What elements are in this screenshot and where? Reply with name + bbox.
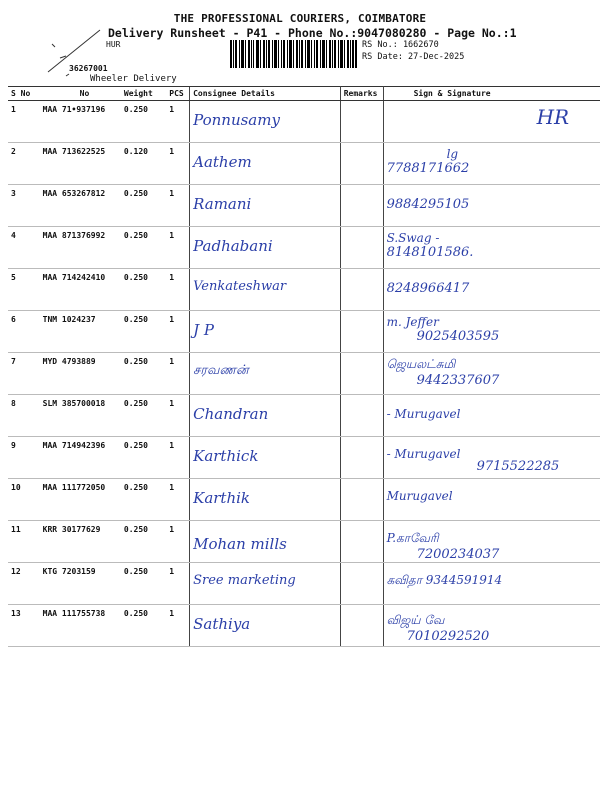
- cell-signature: [383, 311, 600, 353]
- cell-awb: MAA 653267812: [40, 185, 121, 227]
- cell-sno: 2: [8, 143, 40, 185]
- cell-consignee: [190, 185, 341, 227]
- signature-line1: ஜெயலட்சுமி: [386, 357, 456, 371]
- cell-weight: 0.250: [121, 101, 166, 143]
- cell-signature: [383, 437, 600, 479]
- consignee-handwriting: Karthik: [193, 489, 251, 507]
- cell-weight: 0.250: [121, 269, 166, 311]
- table-row: [8, 605, 600, 647]
- cell-signature: [383, 521, 600, 563]
- cell-weight: 0.250: [121, 311, 166, 353]
- cell-remarks: [340, 605, 383, 647]
- cell-weight: 0.250: [121, 353, 166, 395]
- consignee-handwriting: J P: [193, 321, 214, 339]
- cell-sno: 11: [8, 521, 40, 563]
- cell-sno: 5: [8, 269, 40, 311]
- consignee-handwriting: Sathiya: [193, 615, 251, 633]
- cell-pcs: 1: [166, 101, 189, 143]
- table-row: [8, 227, 600, 269]
- signature-line2: 9884295105: [386, 197, 470, 212]
- rs-number: RS No.: 1662670: [362, 40, 439, 50]
- cell-sno: 9: [8, 437, 40, 479]
- cell-awb: KRR 30177629: [40, 521, 121, 563]
- consignee-handwriting: Ramani: [193, 195, 252, 213]
- cell-awb: MAA 111772050: [40, 479, 121, 521]
- cell-remarks: [340, 101, 383, 143]
- col-weight: Weight: [121, 87, 166, 101]
- cell-awb: MAA 111755738: [40, 605, 121, 647]
- cell-remarks: [340, 395, 383, 437]
- cell-signature: [383, 143, 600, 185]
- signature-line1: P.காவேரி: [386, 531, 439, 545]
- col-awb: No: [40, 87, 121, 101]
- cell-pcs: 1: [166, 227, 189, 269]
- cell-sno: 12: [8, 563, 40, 605]
- cell-sno: 7: [8, 353, 40, 395]
- consignee-handwriting: Padhabani: [193, 237, 273, 255]
- cell-signature: [383, 227, 600, 269]
- cell-pcs: 1: [166, 437, 189, 479]
- document-title: THE PROFESSIONAL COURIERS, COIMBATORE: [173, 12, 427, 25]
- cell-signature: [383, 101, 600, 143]
- cell-weight: 0.250: [121, 395, 166, 437]
- signature-line1: lg: [446, 147, 459, 161]
- cell-weight: 0.120: [121, 143, 166, 185]
- cell-remarks: [340, 311, 383, 353]
- cell-remarks: [340, 479, 383, 521]
- signature-line1: Murugavel: [386, 489, 453, 503]
- consignee-handwriting: Karthick: [193, 447, 259, 465]
- cell-consignee: [190, 563, 341, 605]
- cell-consignee: [190, 395, 341, 437]
- cell-pcs: 1: [166, 185, 189, 227]
- cell-weight: 0.250: [121, 479, 166, 521]
- cell-consignee: [190, 311, 341, 353]
- cell-remarks: [340, 521, 383, 563]
- cell-signature: [383, 185, 600, 227]
- signature-line2: HR: [536, 105, 570, 129]
- cell-awb: MAA 871376992: [40, 227, 121, 269]
- signature-line1: m. Jeffer: [386, 315, 439, 329]
- cell-consignee: [190, 143, 341, 185]
- cell-sno: 10: [8, 479, 40, 521]
- col-pcs: PCS: [166, 87, 189, 101]
- cell-awb: MAA 714242410: [40, 269, 121, 311]
- cell-signature: [383, 563, 600, 605]
- cell-consignee: [190, 437, 341, 479]
- cell-remarks: [340, 269, 383, 311]
- cell-signature: [383, 479, 600, 521]
- col-signature: Sign & Signature: [383, 87, 600, 101]
- consignee-handwriting: Chandran: [193, 405, 269, 423]
- cell-awb: MAA 713622525: [40, 143, 121, 185]
- table-row: [8, 353, 600, 395]
- account-number: 36267001: [69, 64, 108, 73]
- cell-sno: 8: [8, 395, 40, 437]
- cell-weight: 0.250: [121, 563, 166, 605]
- table-row: [8, 437, 600, 479]
- cell-weight: 0.250: [121, 185, 166, 227]
- table-header-row: [8, 87, 600, 101]
- runsheet-table: [8, 86, 600, 647]
- col-remarks: Remarks: [340, 87, 383, 101]
- table-row: [8, 521, 600, 563]
- cell-consignee: [190, 353, 341, 395]
- consignee-handwriting: சரவணன்: [193, 363, 249, 378]
- signature-line2: 7010292520: [406, 629, 490, 644]
- cell-pcs: 1: [166, 311, 189, 353]
- consignee-handwriting: Aathem: [193, 153, 252, 171]
- cell-pcs: 1: [166, 143, 189, 185]
- signature-line1: கவிதா 9344591914: [386, 573, 503, 587]
- cell-remarks: [340, 143, 383, 185]
- consignee-handwriting: Sree marketing: [193, 573, 296, 588]
- cell-remarks: [340, 563, 383, 605]
- cell-remarks: [340, 185, 383, 227]
- runsheet-barcode: [230, 40, 357, 68]
- signature-line1: - Murugavel: [386, 407, 461, 421]
- delivery-type: Wheeler Delivery: [90, 74, 177, 84]
- cell-sno: 3: [8, 185, 40, 227]
- cell-awb: TNM 1024237: [40, 311, 121, 353]
- signature-line2: 7788171662: [386, 161, 470, 176]
- signature-line2: 7200234037: [416, 547, 500, 562]
- table-row: [8, 311, 600, 353]
- col-consignee: Consignee Details: [190, 87, 341, 101]
- table-row: [8, 143, 600, 185]
- table-row: [8, 395, 600, 437]
- cell-weight: 0.250: [121, 605, 166, 647]
- table-row: [8, 101, 600, 143]
- consignee-handwriting: Ponnusamy: [193, 111, 280, 129]
- signature-line2: 8248966417: [386, 281, 470, 296]
- col-sno: S No: [8, 87, 40, 101]
- cell-pcs: 1: [166, 479, 189, 521]
- runsheet-subtitle: Delivery Runsheet - P41 - Phone No.:9047080280 - Page No.:1: [108, 26, 517, 40]
- cell-remarks: [340, 227, 383, 269]
- cell-pcs: 1: [166, 563, 189, 605]
- cell-awb: MYD 4793889: [40, 353, 121, 395]
- signature-line1: S.Swag -: [386, 231, 440, 245]
- cell-awb: SLM 385700018: [40, 395, 121, 437]
- cell-sno: 1: [8, 101, 40, 143]
- cell-pcs: 1: [166, 269, 189, 311]
- signature-line2: 9025403595: [416, 329, 500, 344]
- table-row: [8, 269, 600, 311]
- cell-weight: 0.250: [121, 521, 166, 563]
- cell-consignee: [190, 605, 341, 647]
- signature-line2: 9442337607: [416, 373, 500, 388]
- cell-signature: [383, 269, 600, 311]
- cell-sno: 6: [8, 311, 40, 353]
- cell-consignee: [190, 521, 341, 563]
- signature-line1: - Murugavel: [386, 447, 461, 461]
- pen-scribble-mark: [40, 22, 110, 82]
- cell-signature: [383, 395, 600, 437]
- cell-consignee: [190, 269, 341, 311]
- signature-line1: விஜய் வே: [386, 613, 445, 627]
- cell-pcs: 1: [166, 605, 189, 647]
- rs-date: RS Date: 27-Dec-2025: [362, 52, 465, 62]
- cell-awb: MAA 71•937196: [40, 101, 121, 143]
- cell-weight: 0.250: [121, 227, 166, 269]
- consignee-handwriting: Mohan mills: [193, 535, 287, 553]
- cell-consignee: [190, 479, 341, 521]
- cell-signature: [383, 353, 600, 395]
- branch-code: HUR: [106, 40, 121, 49]
- consignee-handwriting: Venkateshwar: [193, 279, 287, 294]
- cell-awb: MAA 714942396: [40, 437, 121, 479]
- cell-awb: KTG 7203159: [40, 563, 121, 605]
- cell-weight: 0.250: [121, 437, 166, 479]
- cell-signature: [383, 605, 600, 647]
- table-row: [8, 185, 600, 227]
- signature-line2: 9715522285: [476, 459, 560, 474]
- cell-pcs: 1: [166, 521, 189, 563]
- cell-remarks: [340, 437, 383, 479]
- cell-sno: 13: [8, 605, 40, 647]
- signature-line2: 8148101586.: [386, 245, 474, 260]
- table-row: [8, 563, 600, 605]
- cell-consignee: [190, 227, 341, 269]
- cell-remarks: [340, 353, 383, 395]
- cell-sno: 4: [8, 227, 40, 269]
- cell-pcs: 1: [166, 353, 189, 395]
- cell-pcs: 1: [166, 395, 189, 437]
- table-row: [8, 479, 600, 521]
- cell-consignee: [190, 101, 341, 143]
